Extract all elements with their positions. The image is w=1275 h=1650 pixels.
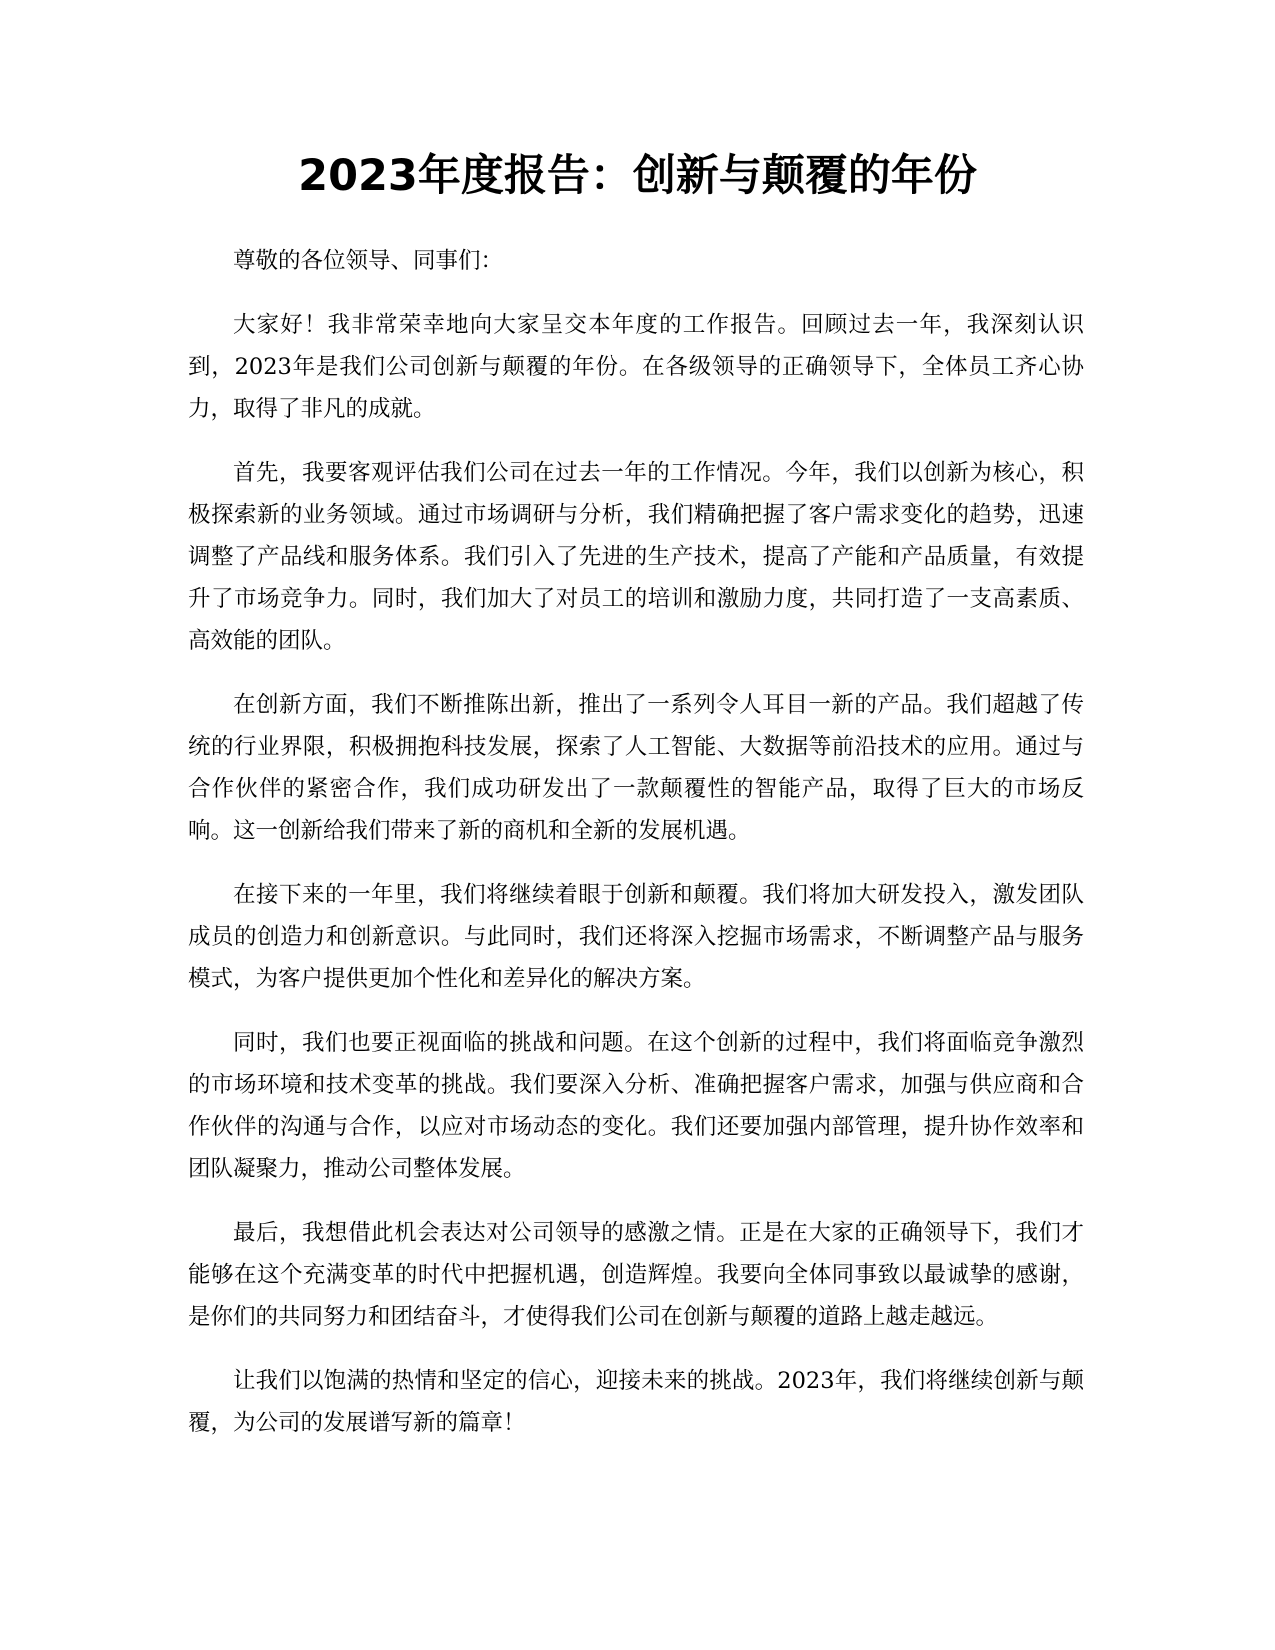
paragraph-closing: 让我们以饱满的热情和坚定的信心，迎接未来的挑战。2023年，我们将继续创新与颠覆，为公司的发展谱写新的篇章！	[188, 1368, 1084, 1436]
document-title: 2023年度报告：创新与颠覆的年份	[298, 151, 977, 201]
document-body	[188, 240, 1084, 1466]
paragraph-gratitude: 最后，我想借此机会表达对公司领导的感激之情。正是在大家的正确领导下，我们才能够在这个充满变革的时代中把握机遇，创造辉煌。我要向全体同事致以最诚挚的感谢，是你们的共同努力和团结奋斗，才使得我们公司在创新与颠覆的道路上越走越远。	[188, 1220, 1084, 1330]
paragraph-greeting: 大家好！我非常荣幸地向大家呈交本年度的工作报告。回顾过去一年，我深刻认识到，2023年是我们公司创新与颠覆的年份。在各级领导的正确领导下，全体员工齐心协力，取得了非凡的成就。	[188, 312, 1084, 422]
paragraph-challenges: 同时，我们也要正视面临的挑战和问题。在这个创新的过程中，我们将面临竞争激烈的市场环境和技术变革的挑战。我们要深入分析、准确把握客户需求，加强与供应商和合作伙伴的沟通与合作，以应对市场动态的变化。我们还要加强内部管理，提升协作效率和团队凝聚力，推动公司整体发展。	[188, 1030, 1084, 1182]
paragraph-evaluation: 首先，我要客观评估我们公司在过去一年的工作情况。今年，我们以创新为核心，积极探索新的业务领域。通过市场调研与分析，我们精确把握了客户需求变化的趋势，迅速调整了产品线和服务体系。我们引入了先进的生产技术，提高了产能和产品质量，有效提升了市场竞争力。同时，我们加大了对员工的培训和激励力度，共同打造了一支高素质、高效能的团队。	[188, 460, 1084, 654]
paragraph-salutation: 尊敬的各位领导、同事们：	[233, 248, 504, 274]
paragraph-next-year: 在接下来的一年里，我们将继续着眼于创新和颠覆。我们将加大研发投入，激发团队成员的创造力和创新意识。与此同时，我们还将深入挖掘市场需求，不断调整产品与服务模式，为客户提供更加个性化和差异化的解决方案。	[188, 882, 1084, 992]
paragraph-innovation: 在创新方面，我们不断推陈出新，推出了一系列令人耳目一新的产品。我们超越了传统的行业界限，积极拥抱科技发展，探索了人工智能、大数据等前沿技术的应用。通过与合作伙伴的紧密合作，我们成功研发出了一款颠覆性的智能产品，取得了巨大的市场反响。这一创新给我们带来了新的商机和全新的发展机遇。	[188, 692, 1084, 844]
